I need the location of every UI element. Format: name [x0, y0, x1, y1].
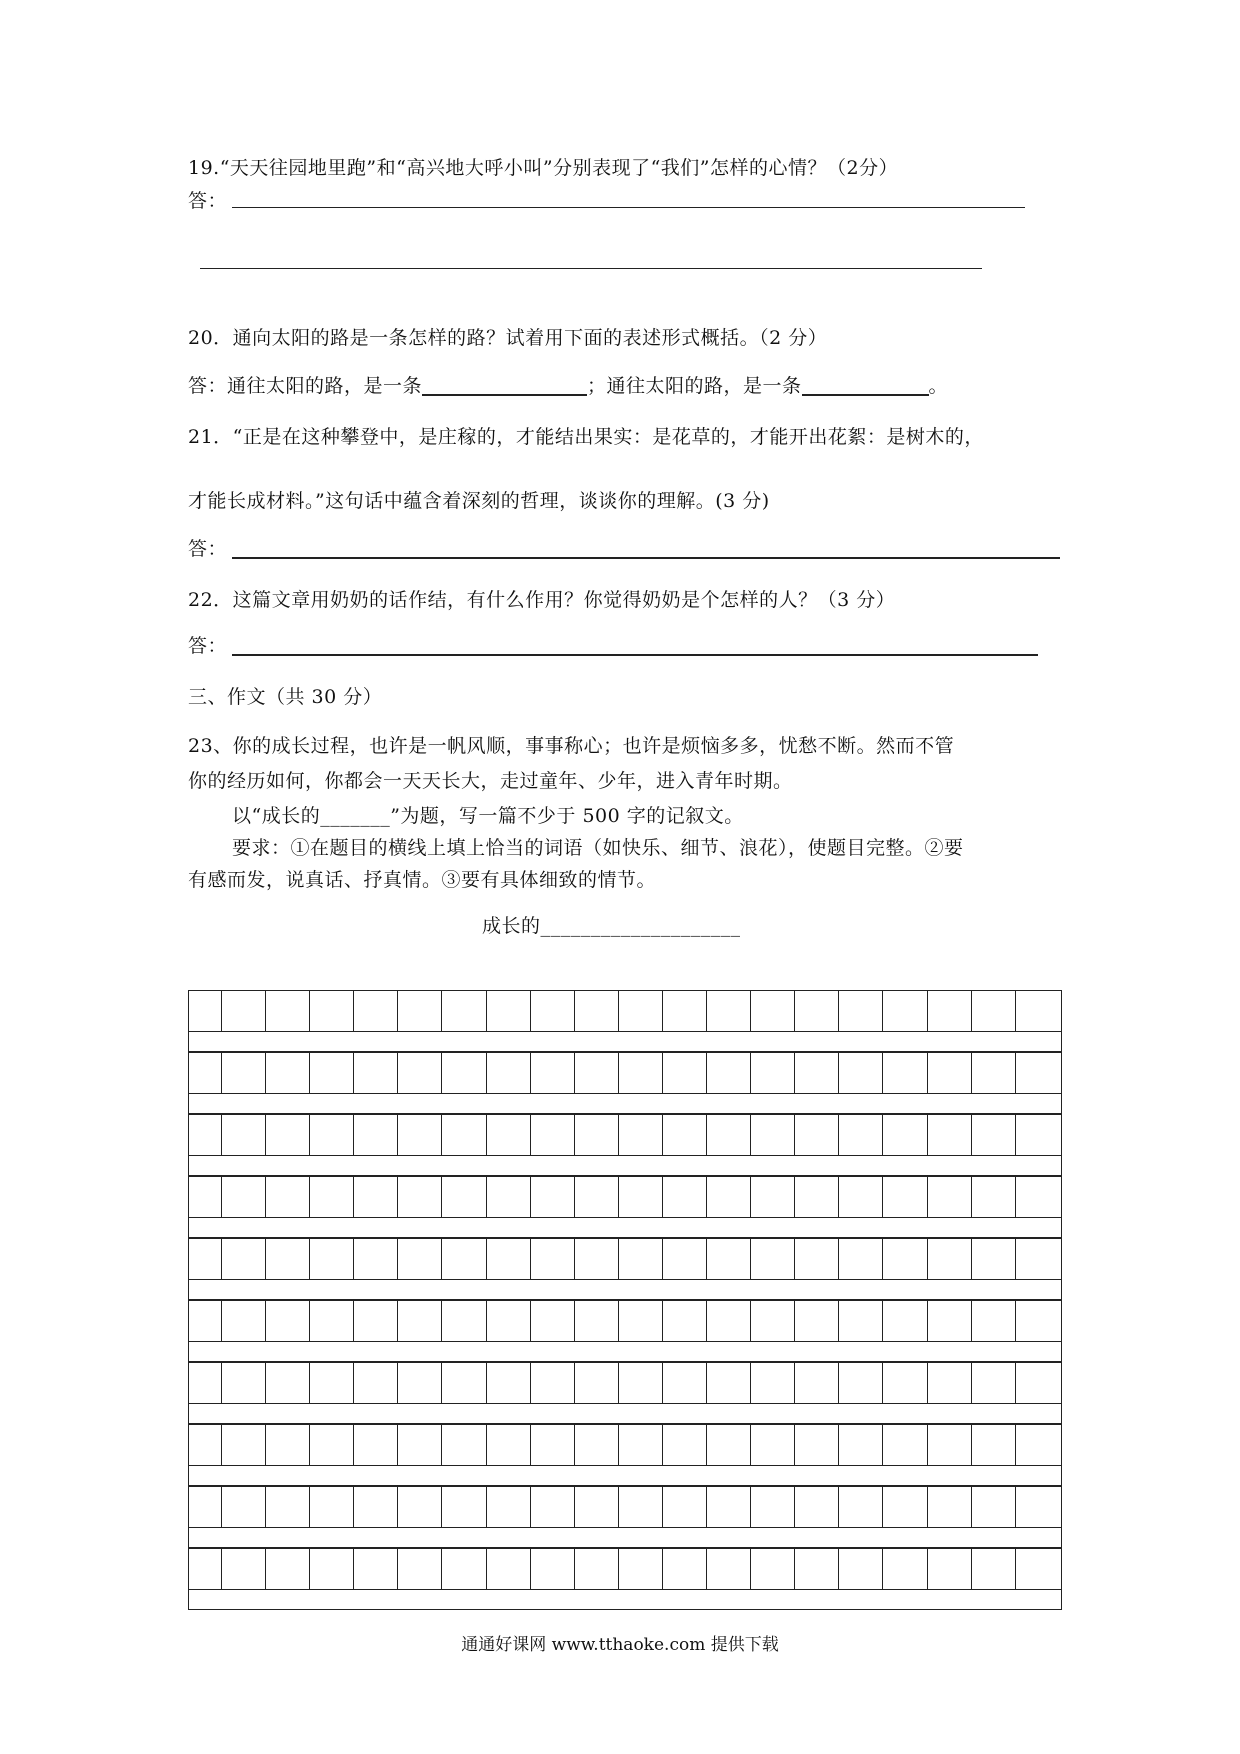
grid-cell[interactable] — [663, 991, 707, 1031]
answer-20-mid: ；通往太阳的路，是一条 — [587, 375, 802, 397]
grid-cell[interactable] — [795, 1549, 839, 1589]
grid-cell[interactable] — [883, 1053, 927, 1093]
grid-cell[interactable] — [928, 1239, 972, 1279]
answer-line-22[interactable] — [232, 654, 1038, 656]
grid-cell[interactable] — [442, 1115, 486, 1155]
grid-cell[interactable] — [751, 1425, 795, 1465]
grid-row — [188, 1486, 1062, 1548]
grid-cell[interactable] — [619, 1301, 663, 1341]
answer-20-blank-1[interactable] — [422, 374, 587, 396]
grid-cell[interactable] — [795, 1239, 839, 1279]
grid-cell[interactable] — [575, 1115, 619, 1155]
grid-cell[interactable] — [189, 1053, 222, 1093]
grid-cell[interactable] — [531, 1301, 575, 1341]
page-footer: 通通好课网 www.tthaoke.com 提供下载 — [461, 1635, 779, 1655]
grid-cell[interactable] — [972, 1549, 1016, 1589]
grid-cells — [188, 1300, 1062, 1342]
grid-cell[interactable] — [795, 1487, 839, 1527]
grid-cell[interactable] — [354, 1363, 398, 1403]
grid-cell[interactable] — [575, 1549, 619, 1589]
grid-row — [188, 1114, 1062, 1176]
grid-cell[interactable] — [928, 1425, 972, 1465]
grid-cell[interactable] — [663, 1487, 707, 1527]
grid-cell[interactable] — [839, 1115, 883, 1155]
answer-label-22: 答： — [188, 635, 228, 657]
grid-cell[interactable] — [619, 1177, 663, 1217]
grid-cell[interactable] — [398, 1177, 442, 1217]
grid-cell[interactable] — [707, 1487, 751, 1527]
grid-cell[interactable] — [266, 1115, 310, 1155]
grid-cell[interactable] — [707, 1549, 751, 1589]
grid-cell[interactable] — [619, 1549, 663, 1589]
essay-writing-grid[interactable] — [188, 990, 1062, 1610]
grid-cell[interactable] — [619, 1053, 663, 1093]
grid-cell[interactable] — [531, 1053, 575, 1093]
grid-cell[interactable] — [398, 1487, 442, 1527]
grid-cell[interactable] — [354, 1239, 398, 1279]
grid-cell[interactable] — [310, 1425, 354, 1465]
grid-cell[interactable] — [266, 1177, 310, 1217]
grid-row-gap — [188, 1528, 1062, 1548]
grid-row-gap — [188, 1590, 1062, 1610]
grid-cell[interactable] — [883, 1425, 927, 1465]
grid-cell[interactable] — [928, 1301, 972, 1341]
grid-cell[interactable] — [795, 1115, 839, 1155]
grid-cell[interactable] — [928, 1053, 972, 1093]
grid-cell[interactable] — [398, 1363, 442, 1403]
grid-cell[interactable] — [310, 1053, 354, 1093]
grid-cell[interactable] — [663, 1053, 707, 1093]
grid-cell[interactable] — [189, 1115, 222, 1155]
grid-cell[interactable] — [442, 1053, 486, 1093]
grid-cell[interactable] — [266, 1363, 310, 1403]
grid-cell[interactable] — [487, 1487, 531, 1527]
grid-cell[interactable] — [883, 1115, 927, 1155]
grid-cell[interactable] — [266, 1487, 310, 1527]
grid-cells — [188, 1424, 1062, 1466]
grid-cell[interactable] — [619, 1363, 663, 1403]
grid-cell[interactable] — [1016, 1425, 1060, 1465]
grid-cell[interactable] — [575, 1301, 619, 1341]
grid-cells — [188, 1362, 1062, 1404]
grid-cell[interactable] — [222, 1301, 266, 1341]
grid-row — [188, 1424, 1062, 1486]
grid-row-gap — [188, 1280, 1062, 1300]
grid-cell[interactable] — [310, 991, 354, 1031]
grid-row-gap — [188, 1466, 1062, 1486]
grid-cell[interactable] — [707, 1363, 751, 1403]
grid-cell[interactable] — [531, 1239, 575, 1279]
grid-cell[interactable] — [972, 1301, 1016, 1341]
grid-row — [188, 1176, 1062, 1238]
grid-cell[interactable] — [663, 1115, 707, 1155]
grid-cell[interactable] — [189, 1177, 222, 1217]
grid-cell[interactable] — [222, 1425, 266, 1465]
grid-cell[interactable] — [442, 1549, 486, 1589]
grid-cell[interactable] — [189, 1549, 222, 1589]
grid-cell[interactable] — [266, 1549, 310, 1589]
grid-cell[interactable] — [751, 1301, 795, 1341]
grid-cell[interactable] — [442, 1363, 486, 1403]
grid-cell[interactable] — [839, 1177, 883, 1217]
grid-cell[interactable] — [189, 1239, 222, 1279]
answer-20-prefix: 答：通往太阳的路，是一条 — [188, 375, 423, 397]
grid-cell[interactable] — [266, 1425, 310, 1465]
grid-cell[interactable] — [839, 1487, 883, 1527]
grid-cell[interactable] — [189, 1425, 222, 1465]
grid-cell[interactable] — [795, 991, 839, 1031]
grid-cell[interactable] — [398, 1301, 442, 1341]
grid-cell[interactable] — [928, 1549, 972, 1589]
grid-cell[interactable] — [487, 1549, 531, 1589]
grid-cell[interactable] — [839, 991, 883, 1031]
grid-cell[interactable] — [310, 1301, 354, 1341]
answer-label-21: 答： — [188, 538, 228, 560]
question-23-line-3: 以“成长的_______”为题，写一篇不少于 500 字的记叙文。 — [232, 805, 744, 827]
grid-cell[interactable] — [928, 991, 972, 1031]
grid-cell[interactable] — [972, 1115, 1016, 1155]
grid-cell[interactable] — [972, 1487, 1016, 1527]
grid-cell[interactable] — [487, 1239, 531, 1279]
grid-cell[interactable] — [619, 1425, 663, 1465]
grid-cell[interactable] — [310, 1487, 354, 1527]
question-20: 20．通向太阳的路是一条怎样的路？试着用下面的表述形式概括。（2 分） — [188, 327, 828, 349]
grid-cell[interactable] — [972, 1053, 1016, 1093]
question-19: 19.“天天往园地里跑”和“高兴地大呼小叫”分别表现了“我们”怎样的心情？（2分） — [188, 157, 899, 179]
grid-cell[interactable] — [310, 1239, 354, 1279]
grid-cell[interactable] — [619, 1115, 663, 1155]
answer-line-21[interactable] — [232, 557, 1060, 559]
grid-cell[interactable] — [751, 1487, 795, 1527]
essay-title-blank: 成长的____________________ — [482, 915, 741, 937]
grid-cell[interactable] — [663, 1425, 707, 1465]
grid-cell[interactable] — [531, 1487, 575, 1527]
grid-cell[interactable] — [972, 1363, 1016, 1403]
grid-cell[interactable] — [795, 1363, 839, 1403]
grid-cell[interactable] — [751, 1177, 795, 1217]
grid-cell[interactable] — [354, 1425, 398, 1465]
grid-cell[interactable] — [442, 1487, 486, 1527]
grid-cell[interactable] — [354, 1549, 398, 1589]
grid-cell[interactable] — [222, 1053, 266, 1093]
grid-cell[interactable] — [972, 1177, 1016, 1217]
grid-cell[interactable] — [575, 1363, 619, 1403]
grid-cells — [188, 1238, 1062, 1280]
grid-cell[interactable] — [398, 991, 442, 1031]
grid-cell[interactable] — [619, 1487, 663, 1527]
grid-cell[interactable] — [795, 1177, 839, 1217]
grid-cell[interactable] — [575, 1239, 619, 1279]
grid-cell[interactable] — [310, 1115, 354, 1155]
question-21-line-1: 21．“正是在这种攀登中，是庄稼的，才能结出果实：是花草的，才能开出花絮：是树木的， — [188, 426, 984, 448]
grid-row-gap — [188, 1404, 1062, 1424]
grid-cell[interactable] — [972, 1425, 1016, 1465]
grid-cell[interactable] — [222, 1363, 266, 1403]
grid-cell[interactable] — [751, 1115, 795, 1155]
grid-cell[interactable] — [222, 1549, 266, 1589]
grid-cell[interactable] — [310, 1177, 354, 1217]
answer-20-end: 。 — [928, 375, 949, 397]
grid-cell[interactable] — [839, 1549, 883, 1589]
grid-cell[interactable] — [354, 1053, 398, 1093]
grid-cell[interactable] — [663, 1363, 707, 1403]
grid-cell[interactable] — [398, 1425, 442, 1465]
grid-cell[interactable] — [707, 1239, 751, 1279]
grid-cell[interactable] — [663, 1549, 707, 1589]
grid-cell[interactable] — [883, 1239, 927, 1279]
grid-cell[interactable] — [1016, 1363, 1060, 1403]
grid-row-gap — [188, 1342, 1062, 1362]
grid-cell[interactable] — [266, 1053, 310, 1093]
grid-cell[interactable] — [354, 991, 398, 1031]
grid-cell[interactable] — [398, 1053, 442, 1093]
grid-cell[interactable] — [487, 1177, 531, 1217]
grid-cell[interactable] — [189, 1301, 222, 1341]
question-22: 22．这篇文章用奶奶的话作结，有什么作用？你觉得奶奶是个怎样的人？（3 分） — [188, 589, 896, 611]
grid-cell[interactable] — [883, 1549, 927, 1589]
grid-row — [188, 1238, 1062, 1300]
grid-cell[interactable] — [310, 1363, 354, 1403]
section-3-heading: 三、作文（共 30 分） — [188, 686, 383, 708]
grid-row — [188, 1548, 1062, 1610]
grid-cell[interactable] — [442, 1301, 486, 1341]
grid-cell[interactable] — [266, 991, 310, 1031]
grid-cells — [188, 1114, 1062, 1156]
grid-cell[interactable] — [398, 1549, 442, 1589]
grid-cell[interactable] — [1016, 1177, 1060, 1217]
grid-cell[interactable] — [222, 1487, 266, 1527]
question-23-line-2: 你的经历如何，你都会一天天长大，走过童年、少年，进入青年时期。 — [188, 770, 793, 792]
grid-cells — [188, 1052, 1062, 1094]
grid-cell[interactable] — [839, 1425, 883, 1465]
grid-cell[interactable] — [222, 991, 266, 1031]
grid-cell[interactable] — [795, 1053, 839, 1093]
grid-cell[interactable] — [707, 1425, 751, 1465]
grid-cell[interactable] — [707, 991, 751, 1031]
grid-cell[interactable] — [1016, 1487, 1060, 1527]
grid-cell[interactable] — [928, 1363, 972, 1403]
grid-row-gap — [188, 1032, 1062, 1052]
answer-label-19: 答： — [188, 190, 228, 212]
grid-cell[interactable] — [839, 1363, 883, 1403]
grid-cell[interactable] — [663, 1301, 707, 1341]
grid-cells — [188, 1548, 1062, 1590]
grid-cell[interactable] — [442, 1425, 486, 1465]
grid-cell[interactable] — [222, 1115, 266, 1155]
grid-cells — [188, 1176, 1062, 1218]
grid-cell[interactable] — [928, 1177, 972, 1217]
grid-cell[interactable] — [707, 1115, 751, 1155]
grid-cell[interactable] — [972, 991, 1016, 1031]
grid-cell[interactable] — [487, 1053, 531, 1093]
grid-cell[interactable] — [839, 1301, 883, 1341]
grid-cell[interactable] — [442, 1177, 486, 1217]
grid-cell[interactable] — [928, 1115, 972, 1155]
grid-cell[interactable] — [487, 1301, 531, 1341]
grid-cell[interactable] — [751, 1549, 795, 1589]
grid-cell[interactable] — [751, 1239, 795, 1279]
grid-cell[interactable] — [487, 1425, 531, 1465]
grid-cell[interactable] — [487, 1363, 531, 1403]
grid-cell[interactable] — [531, 1177, 575, 1217]
grid-cell[interactable] — [189, 991, 222, 1031]
grid-cell[interactable] — [707, 1301, 751, 1341]
grid-cell[interactable] — [575, 991, 619, 1031]
grid-row-gap — [188, 1156, 1062, 1176]
grid-cells — [188, 990, 1062, 1032]
answer-20 — [188, 373, 948, 399]
grid-cell[interactable] — [883, 991, 927, 1031]
grid-row — [188, 1052, 1062, 1114]
grid-cell[interactable] — [1016, 1549, 1060, 1589]
grid-cell[interactable] — [707, 1053, 751, 1093]
grid-row — [188, 1362, 1062, 1424]
grid-cell[interactable] — [928, 1487, 972, 1527]
question-23-line-1: 23、你的成长过程，也许是一帆风顺，事事称心；也许是烦恼多多，忧愁不断。然而不管 — [188, 735, 955, 757]
grid-cell[interactable] — [222, 1239, 266, 1279]
grid-cell[interactable] — [883, 1487, 927, 1527]
grid-cell[interactable] — [531, 1549, 575, 1589]
grid-cell[interactable] — [619, 991, 663, 1031]
grid-cell[interactable] — [619, 1239, 663, 1279]
answer-line-19b[interactable] — [200, 268, 982, 269]
grid-cell[interactable] — [531, 1425, 575, 1465]
grid-cell[interactable] — [795, 1425, 839, 1465]
grid-cell[interactable] — [1016, 1301, 1060, 1341]
grid-cell[interactable] — [839, 1239, 883, 1279]
grid-cell[interactable] — [189, 1487, 222, 1527]
grid-cell[interactable] — [575, 1177, 619, 1217]
grid-cell[interactable] — [751, 1363, 795, 1403]
grid-cell[interactable] — [266, 1301, 310, 1341]
grid-cell[interactable] — [663, 1177, 707, 1217]
grid-cell[interactable] — [751, 1053, 795, 1093]
grid-cell[interactable] — [1016, 1053, 1060, 1093]
grid-cell[interactable] — [883, 1301, 927, 1341]
grid-cell[interactable] — [531, 1115, 575, 1155]
grid-cell[interactable] — [1016, 991, 1060, 1031]
grid-cell[interactable] — [751, 991, 795, 1031]
grid-cell[interactable] — [354, 1177, 398, 1217]
grid-cell[interactable] — [972, 1239, 1016, 1279]
answer-20-blank-2[interactable] — [802, 374, 929, 396]
grid-cell[interactable] — [398, 1239, 442, 1279]
grid-row — [188, 990, 1062, 1052]
grid-cell[interactable] — [189, 1363, 222, 1403]
grid-cell[interactable] — [442, 991, 486, 1031]
grid-cell[interactable] — [354, 1301, 398, 1341]
grid-cell[interactable] — [487, 1115, 531, 1155]
grid-cell[interactable] — [310, 1549, 354, 1589]
grid-cell[interactable] — [354, 1487, 398, 1527]
question-23-line-4: 要求：①在题目的横线上填上恰当的词语（如快乐、细节、浪花），使题目完整。②要 — [232, 837, 964, 859]
grid-row-gap — [188, 1094, 1062, 1114]
grid-cell[interactable] — [663, 1239, 707, 1279]
answer-line-19a[interactable] — [232, 207, 1025, 208]
grid-cell[interactable] — [442, 1239, 486, 1279]
grid-cell[interactable] — [398, 1115, 442, 1155]
grid-cell[interactable] — [883, 1363, 927, 1403]
grid-cell[interactable] — [487, 991, 531, 1031]
grid-cell[interactable] — [575, 1425, 619, 1465]
grid-cell[interactable] — [266, 1239, 310, 1279]
grid-cell[interactable] — [531, 991, 575, 1031]
grid-cell[interactable] — [531, 1363, 575, 1403]
grid-row — [188, 1300, 1062, 1362]
grid-row-gap — [188, 1218, 1062, 1238]
grid-cell[interactable] — [883, 1177, 927, 1217]
grid-cell[interactable] — [354, 1115, 398, 1155]
grid-cell[interactable] — [575, 1487, 619, 1527]
grid-cell[interactable] — [222, 1177, 266, 1217]
grid-cells — [188, 1486, 1062, 1528]
grid-cell[interactable] — [1016, 1239, 1060, 1279]
grid-cell[interactable] — [575, 1053, 619, 1093]
grid-cell[interactable] — [795, 1301, 839, 1341]
grid-cell[interactable] — [839, 1053, 883, 1093]
grid-cell[interactable] — [707, 1177, 751, 1217]
grid-cell[interactable] — [1016, 1115, 1060, 1155]
question-23-line-5: 有感而发，说真话、抒真情。③要有具体细致的情节。 — [188, 869, 657, 891]
question-21-line-2: 才能长成材料。”这句话中蕴含着深刻的哲理，谈谈你的理解。(3 分) — [188, 490, 770, 512]
